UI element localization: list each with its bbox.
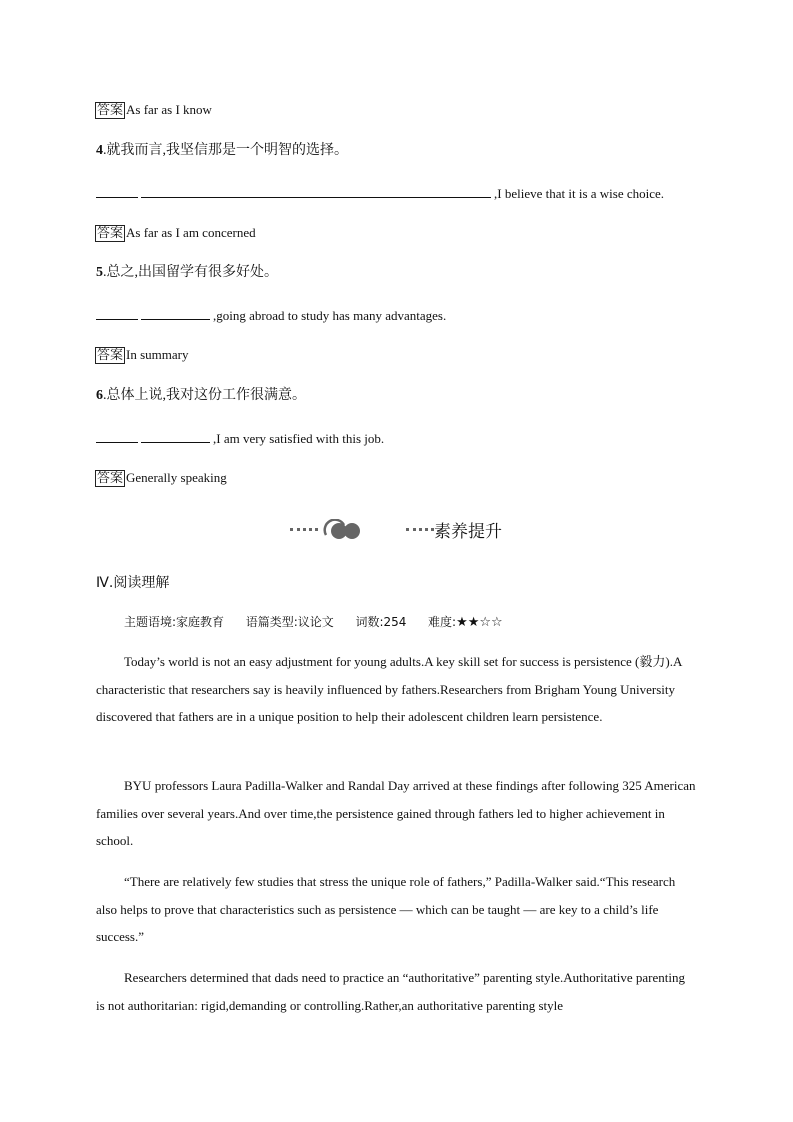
fill-line-6 bbox=[96, 430, 384, 447]
answer-text: Generally speaking bbox=[126, 470, 227, 485]
paragraph-text: “There are relatively few studies that stress the unique role of fathers,” Padilla-Walker said.“This research also helps to prove that characteristics such as persistence — which can be taught — are key to a child’s life success.” bbox=[96, 874, 676, 944]
blank-2[interactable] bbox=[141, 185, 491, 198]
sentence-rest: ,I believe that it is a wise choice. bbox=[494, 186, 665, 201]
words-label: 词数: bbox=[355, 615, 384, 629]
passage-meta bbox=[124, 613, 503, 630]
sentence-rest: ,going abroad to study has many advantages. bbox=[213, 308, 447, 323]
answer-line-4 bbox=[95, 225, 256, 242]
answer-text: As far as I am concerned bbox=[126, 225, 256, 240]
blank-1[interactable] bbox=[96, 185, 138, 198]
question-5 bbox=[96, 265, 278, 281]
section-title: Ⅳ.阅读理解 bbox=[96, 575, 170, 591]
answer-badge: 答案 bbox=[97, 471, 124, 486]
blank-1[interactable] bbox=[96, 307, 138, 320]
passage-paragraph-3 bbox=[96, 868, 696, 951]
question-number: 6 bbox=[96, 388, 103, 403]
question-prompt: .总之,出国留学有很多好处。 bbox=[103, 265, 278, 280]
answer-text: In summary bbox=[126, 347, 189, 362]
difficulty-stars: ★★☆☆ bbox=[456, 615, 503, 630]
passage-paragraph-1 bbox=[96, 648, 696, 731]
type-value: 议论文 bbox=[297, 615, 334, 629]
section-banner bbox=[290, 517, 502, 541]
question-number: 4 bbox=[96, 143, 103, 158]
banner-title: 素养提升 bbox=[434, 522, 502, 542]
answer-badge: 答案 bbox=[97, 103, 124, 118]
difficulty-label: 难度: bbox=[428, 615, 457, 629]
blank-2[interactable] bbox=[141, 307, 210, 320]
fill-line-4 bbox=[96, 185, 664, 202]
answer-line-3 bbox=[95, 102, 212, 119]
blank-2[interactable] bbox=[141, 430, 210, 443]
answer-text: As far as I know bbox=[126, 102, 212, 117]
type-label: 语篇类型: bbox=[245, 615, 298, 629]
question-number: 5 bbox=[96, 265, 103, 280]
answer-badge: 答案 bbox=[97, 226, 124, 241]
words-value: 254 bbox=[383, 615, 407, 629]
dots-right bbox=[406, 528, 434, 531]
question-6 bbox=[96, 388, 306, 404]
passage-paragraph-2 bbox=[96, 772, 696, 855]
rings-icon bbox=[322, 519, 366, 541]
answer-badge: 答案 bbox=[97, 348, 124, 363]
passage-paragraph-4 bbox=[96, 964, 696, 1019]
question-4 bbox=[96, 143, 348, 159]
question-prompt: .总体上说,我对这份工作很满意。 bbox=[103, 388, 306, 403]
answer-line-5 bbox=[95, 347, 188, 364]
blank-1[interactable] bbox=[96, 430, 138, 443]
dots-left bbox=[290, 528, 318, 531]
paragraph-text: Today’s world is not an easy adjustment for young adults.A key skill set for success is persistence (毅力).A characteristic that researchers say is heavily influenced by fathers.Researchers from Brigham Young University discovered that fathers are in a unique position to help their adolescent children learn persistence. bbox=[96, 654, 682, 724]
paragraph-text: BYU professors Laura Padilla-Walker and Randal Day arrived at these findings after following 325 American families over several years.And over time,the persistence gained through fathers led to higher achievement in school. bbox=[96, 778, 696, 848]
topic-label: 主题语境: bbox=[124, 615, 177, 629]
sentence-rest: ,I am very satisfied with this job. bbox=[213, 431, 385, 446]
paragraph-text: Researchers determined that dads need to practice an “authoritative” parenting style.Authoritative parenting is not authoritarian: rigid,demanding or controlling.Rather,an authoritative parenting style bbox=[96, 970, 685, 1013]
question-prompt: .就我而言,我坚信那是一个明智的选择。 bbox=[103, 143, 348, 158]
fill-line-5 bbox=[96, 307, 446, 324]
topic-value: 家庭教育 bbox=[176, 615, 225, 629]
answer-line-6 bbox=[95, 470, 227, 487]
